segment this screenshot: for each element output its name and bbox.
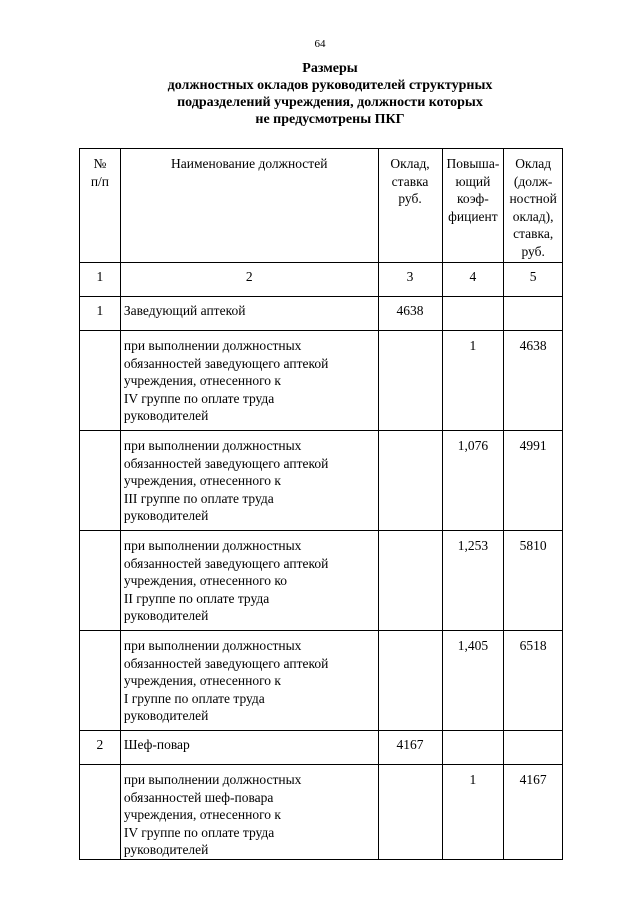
position-name: [120, 431, 378, 531]
title-line: должностных окладов руководителей структурных: [167, 78, 493, 93]
position-name: [120, 531, 378, 631]
salary: [504, 297, 563, 331]
position-name-line: обязанностей шеф-повара: [123, 789, 274, 805]
salary: [504, 731, 563, 765]
position-name-line: обязанностей заведующего аптекой: [123, 655, 329, 671]
row-number: [80, 531, 121, 631]
column-number-row: [80, 263, 563, 297]
base-rate: [378, 431, 442, 531]
position-name-line: обязанностей заведующего аптекой: [123, 455, 329, 471]
position-name-line: учреждения, отнесенного ко: [123, 573, 288, 588]
header-rate: Оклад, ставка руб.: [378, 149, 442, 263]
position-name-line: при выполнении должностных: [123, 538, 302, 553]
title-line: подразделений учреждения, должности которых: [177, 95, 483, 110]
row-number: 1: [80, 297, 121, 331]
table-row: [80, 431, 563, 531]
row-number: [80, 631, 121, 731]
table-row: [80, 765, 563, 860]
header-coef: Повыша- ющий коэф- фициент: [442, 149, 504, 263]
position-name-line: IV группе по оплате труда: [123, 390, 275, 406]
coefficient: 1: [442, 331, 504, 431]
position-name-line: учреждения, отнесенного к: [123, 473, 281, 488]
base-rate: [378, 631, 442, 731]
row-number: 2: [80, 731, 121, 765]
table-row: [80, 731, 563, 765]
position-name-line: при выполнении должностных: [123, 772, 302, 787]
position-name-line: I группе по оплате труда: [123, 690, 265, 706]
base-rate: [378, 765, 442, 860]
coefficient: 1,076: [442, 431, 504, 531]
salary: 4991: [504, 431, 563, 531]
position-name-line: Шеф-повар: [123, 737, 190, 752]
table-row: [80, 297, 563, 331]
coefficient: 1,405: [442, 631, 504, 731]
salary: 4167: [504, 765, 563, 860]
table-row: [80, 631, 563, 731]
position-name: [120, 631, 378, 731]
coefficient: [442, 297, 504, 331]
column-number: 2: [120, 263, 378, 297]
column-number: 4: [442, 263, 504, 297]
title-line: не предусмотрены ПКГ: [255, 112, 405, 127]
header-salary: Оклад (долж- ностной оклад), ставка, руб.: [504, 149, 563, 263]
header-name: Наименование должностей: [120, 149, 378, 263]
base-rate: [378, 331, 442, 431]
position-name-line: II группе по оплате труда: [123, 590, 270, 606]
base-rate: 4638: [378, 297, 442, 331]
page-number: 64: [314, 38, 326, 50]
position-name: [120, 765, 378, 860]
position-name-line: руководителей: [123, 608, 209, 623]
coefficient: [442, 731, 504, 765]
position-name-line: IV группе по оплате труда: [123, 824, 275, 840]
coefficient: 1,253: [442, 531, 504, 631]
position-name-line: руководителей: [123, 508, 209, 523]
position-name-line: учреждения, отнесенного к: [123, 673, 281, 688]
row-number: [80, 765, 121, 860]
row-number: [80, 431, 121, 531]
document-title: [80, 60, 580, 128]
column-number: 3: [378, 263, 442, 297]
base-rate: 4167: [378, 731, 442, 765]
position-name-line: при выполнении должностных: [123, 638, 302, 653]
position-name: [120, 331, 378, 431]
coefficient: 1: [442, 765, 504, 860]
base-rate: [378, 531, 442, 631]
position-name-line: руководителей: [123, 708, 209, 723]
position-name-line: руководителей: [123, 408, 209, 423]
salary-table: [79, 148, 563, 860]
table-row: [80, 531, 563, 631]
position-name: [120, 297, 378, 331]
salary: 6518: [504, 631, 563, 731]
salary: 4638: [504, 331, 563, 431]
position-name-line: Заведующий аптекой: [123, 303, 246, 318]
position-name-line: обязанностей заведующего аптекой: [123, 355, 329, 371]
table-header-row: [80, 149, 563, 263]
column-number: 1: [80, 263, 121, 297]
salary: 5810: [504, 531, 563, 631]
position-name-line: учреждения, отнесенного к: [123, 373, 281, 388]
position-name-line: руководителей: [123, 842, 209, 857]
position-name-line: при выполнении должностных: [123, 438, 302, 453]
column-number: 5: [504, 263, 563, 297]
position-name-line: учреждения, отнесенного к: [123, 807, 281, 822]
row-number: [80, 331, 121, 431]
position-name: [120, 731, 378, 765]
table-row: [80, 331, 563, 431]
position-name-line: при выполнении должностных: [123, 338, 302, 353]
position-name-line: III группе по оплате труда: [123, 490, 274, 506]
header-num: № п/п: [80, 149, 121, 263]
position-name-line: обязанностей заведующего аптекой: [123, 555, 329, 571]
title-line: Размеры: [302, 61, 358, 76]
